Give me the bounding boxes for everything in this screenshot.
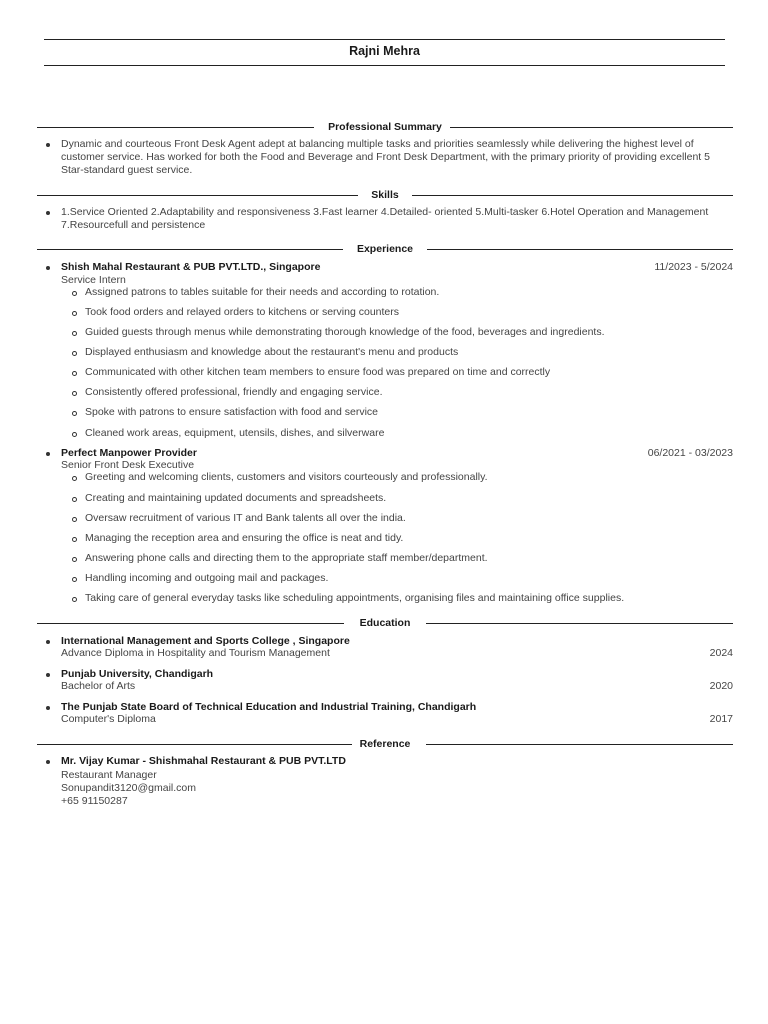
section-title-text: Experience xyxy=(349,243,421,255)
school-name: The Punjab State Board of Technical Education and Industrial Training, Chandigarh xyxy=(61,701,477,713)
duty-item: Creating and maintaining updated documents and spreadsheets. xyxy=(85,492,387,504)
education-entry xyxy=(37,668,733,696)
bullet-icon xyxy=(46,211,50,215)
section-title-text: Professional Summary xyxy=(320,121,450,133)
education-title xyxy=(37,617,733,630)
candidate-name: Rajni Mehra xyxy=(349,44,420,58)
circle-bullet-icon xyxy=(72,391,77,396)
job-entry xyxy=(37,447,733,612)
duty-item: Assigned patrons to tables suitable for their needs and according to rotation. xyxy=(85,286,440,298)
circle-bullet-icon xyxy=(72,411,77,416)
circle-bullet-icon xyxy=(72,577,77,582)
duty-item: Guided guests through menus while demonstrating thorough knowledge of the food, beverages and ingredients. xyxy=(85,326,605,338)
circle-bullet-icon xyxy=(72,331,77,336)
duty-item: Managing the reception area and ensuring the office is neat and tidy. xyxy=(85,532,404,544)
experience-title xyxy=(37,243,733,256)
reference-title xyxy=(37,738,733,751)
bullet-icon xyxy=(46,452,50,456)
skills-text: 1.Service Oriented 2.Adaptability and responsiveness 3.Fast learner 4.Detailed- oriented 5.Multi-tasker 6.Hotel Operation and Management 7.Resourcefull and persistence xyxy=(61,206,709,231)
education-entry xyxy=(37,701,733,729)
name-header xyxy=(44,39,725,66)
education-entry xyxy=(37,635,733,663)
duty-item: Handling incoming and outgoing mail and packages. xyxy=(85,572,329,584)
circle-bullet-icon xyxy=(72,497,77,502)
duty-item: Taking care of general everyday tasks like scheduling appointments, organising files and maintaining office supplies. xyxy=(85,592,625,604)
circle-bullet-icon xyxy=(72,311,77,316)
degree-name: Bachelor of Arts xyxy=(61,680,136,692)
duty-item: Answering phone calls and directing them to the appropriate staff member/department. xyxy=(85,552,488,564)
circle-bullet-icon xyxy=(72,351,77,356)
graduation-year: 2017 xyxy=(709,713,733,725)
reference-heading xyxy=(37,738,733,752)
job-role: Service Intern xyxy=(61,274,126,286)
bullet-icon xyxy=(46,673,50,677)
reference-email: Sonupandit3120@gmail.com xyxy=(61,782,196,794)
summary-title xyxy=(37,121,733,134)
duty-item: Consistently offered professional, friendly and engaging service. xyxy=(85,386,383,398)
circle-bullet-icon xyxy=(72,476,77,481)
bullet-icon xyxy=(46,640,50,644)
reference-entry xyxy=(37,755,733,811)
job-dates: 11/2023 - 5/2024 xyxy=(654,261,733,273)
summary-text: Dynamic and courteous Front Desk Agent adept at balancing multiple tasks and priorities seamlessly while delivering the highest level of customer service. Has worked for both the Food and Beverage and Front Desk Department, with the primary priority of providing excellent 5 Star-standard guest service. xyxy=(61,138,710,176)
circle-bullet-icon xyxy=(72,517,77,522)
skills-section xyxy=(37,206,733,234)
circle-bullet-icon xyxy=(72,371,77,376)
duty-item: Displayed enthusiasm and knowledge about the restaurant's menu and products xyxy=(85,346,459,358)
bullet-icon xyxy=(46,706,50,710)
degree-name: Advance Diploma in Hospitality and Tourism Management xyxy=(61,647,330,659)
summary-section xyxy=(37,138,733,178)
degree-name: Computer's Diploma xyxy=(61,713,156,725)
school-name: International Management and Sports College , Singapore xyxy=(61,635,350,647)
reference-phone: +65 91150287 xyxy=(61,795,128,807)
duty-item: Oversaw recruitment of various IT and Bank talents all over the india. xyxy=(85,512,406,524)
school-name: Punjab University, Chandigarh xyxy=(61,668,214,680)
reference-name: Mr. Vijay Kumar - Shishmahal Restaurant & PUB PVT.LTD xyxy=(61,755,346,767)
skills-title xyxy=(37,189,733,202)
experience-heading xyxy=(37,243,733,257)
job-org: Perfect Manpower Provider xyxy=(61,447,197,459)
duty-item: Took food orders and relayed orders to kitchens or serving counters xyxy=(85,306,400,318)
section-title-text: Skills xyxy=(363,189,406,201)
job-dates: 06/2021 - 03/2023 xyxy=(647,447,733,459)
circle-bullet-icon xyxy=(72,557,77,562)
duty-item: Greeting and welcoming clients, customers and visitors courteously and professionally. xyxy=(85,471,488,483)
summary-heading xyxy=(37,121,733,135)
bullet-icon xyxy=(46,266,50,270)
duty-item: Cleaned work areas, equipment, utensils, dishes, and silverware xyxy=(85,427,385,439)
graduation-year: 2024 xyxy=(709,647,733,659)
circle-bullet-icon xyxy=(72,432,77,437)
job-org: Shish Mahal Restaurant & PUB PVT.LTD., Singapore xyxy=(61,261,321,273)
circle-bullet-icon xyxy=(72,537,77,542)
circle-bullet-icon xyxy=(72,597,77,602)
reference-position: Restaurant Manager xyxy=(61,769,157,781)
section-title-text: Education xyxy=(352,617,419,629)
job-role: Senior Front Desk Executive xyxy=(61,459,195,471)
education-heading xyxy=(37,617,733,631)
bullet-icon xyxy=(46,143,50,147)
section-title-text: Reference xyxy=(352,738,419,750)
graduation-year: 2020 xyxy=(709,680,733,692)
duty-item: Communicated with other kitchen team members to ensure food was prepared on time and correctly xyxy=(85,366,551,378)
bullet-icon xyxy=(46,760,50,764)
job-entry xyxy=(37,261,733,446)
circle-bullet-icon xyxy=(72,291,77,296)
duty-item: Spoke with patrons to ensure satisfaction with food and service xyxy=(85,406,378,418)
skills-heading xyxy=(37,189,733,203)
